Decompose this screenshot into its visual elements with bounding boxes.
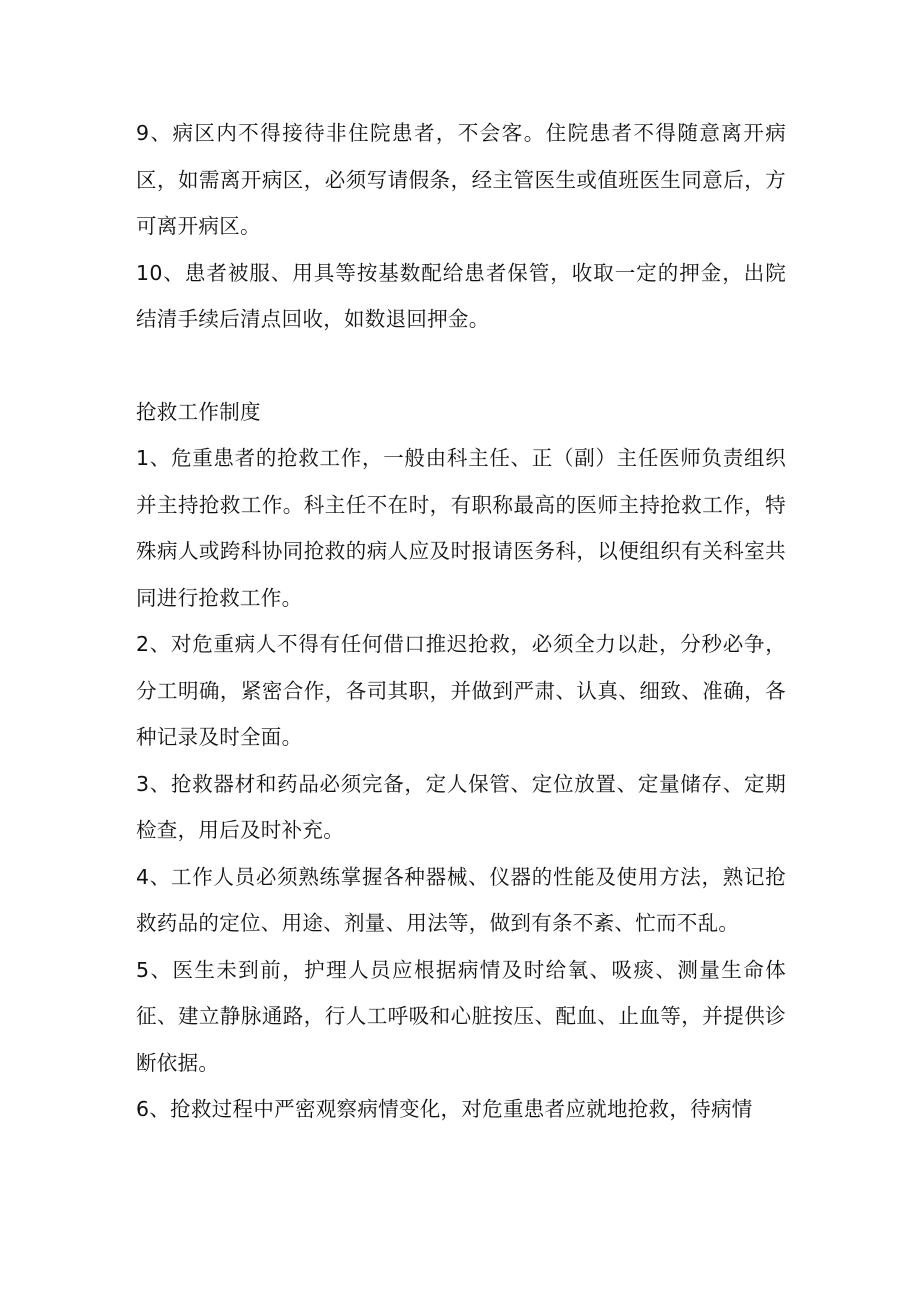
section-title: 抢救工作制度 — [136, 399, 261, 424]
paragraph-rule-9: 9、病区内不得接待非住院患者，不会客。住院患者不得随意离开病区，如需离开病区，必须写请假条，经主管医生或值班医生同意后，方可离开病区。 — [136, 121, 786, 238]
paragraph-rescue-4: 4、工作人员必须熟练掌握各种器械、仪器的性能及使用方法，熟记抢救药品的定位、用途、剂量、用法等，做到有条不紊、忙而不乱。 — [136, 864, 786, 935]
paragraph-rescue-5: 5、医生未到前，护理人员应根据病情及时给氧、吸痰、测量生命体征、建立静脉通路，行人工呼吸和心脏按压、配血、止血等，并提供诊断依据。 — [136, 957, 786, 1075]
paragraph-rescue-6: 6、抢救过程中严密观察病情变化，对危重患者应就地抢救，待病情 — [136, 1097, 753, 1121]
paragraph-rescue-1: 1、危重患者的抢救工作，一般由科主任、正（副）主任医师负责组织并主持抢救工作。科主任不在时，有职称最高的医师主持抢救工作，特殊病人或跨科协同抢救的病人应及时报请医务科，以便组织有关科室共同进行抢救工作。 — [136, 446, 786, 610]
paragraph-rule-10: 10、患者被服、用具等按基数配给患者保管，收取一定的押金，出院结清手续后清点回收，如数退回押金。 — [136, 260, 786, 331]
paragraph-rescue-2: 2、对危重病人不得有任何借口推迟抢救，必须全力以赴，分秒必争，分工明确，紧密合作，各司其职，并做到严肃、认真、细致、准确，各种记录及时全面。 — [136, 632, 786, 749]
document-body — [136, 110, 786, 1133]
paragraph-spacer — [136, 343, 786, 389]
paragraph-rescue-3: 3、抢救器材和药品必须完备，定人保管、定位放置、定量储存、定期检查，用后及时补充。 — [136, 771, 786, 842]
